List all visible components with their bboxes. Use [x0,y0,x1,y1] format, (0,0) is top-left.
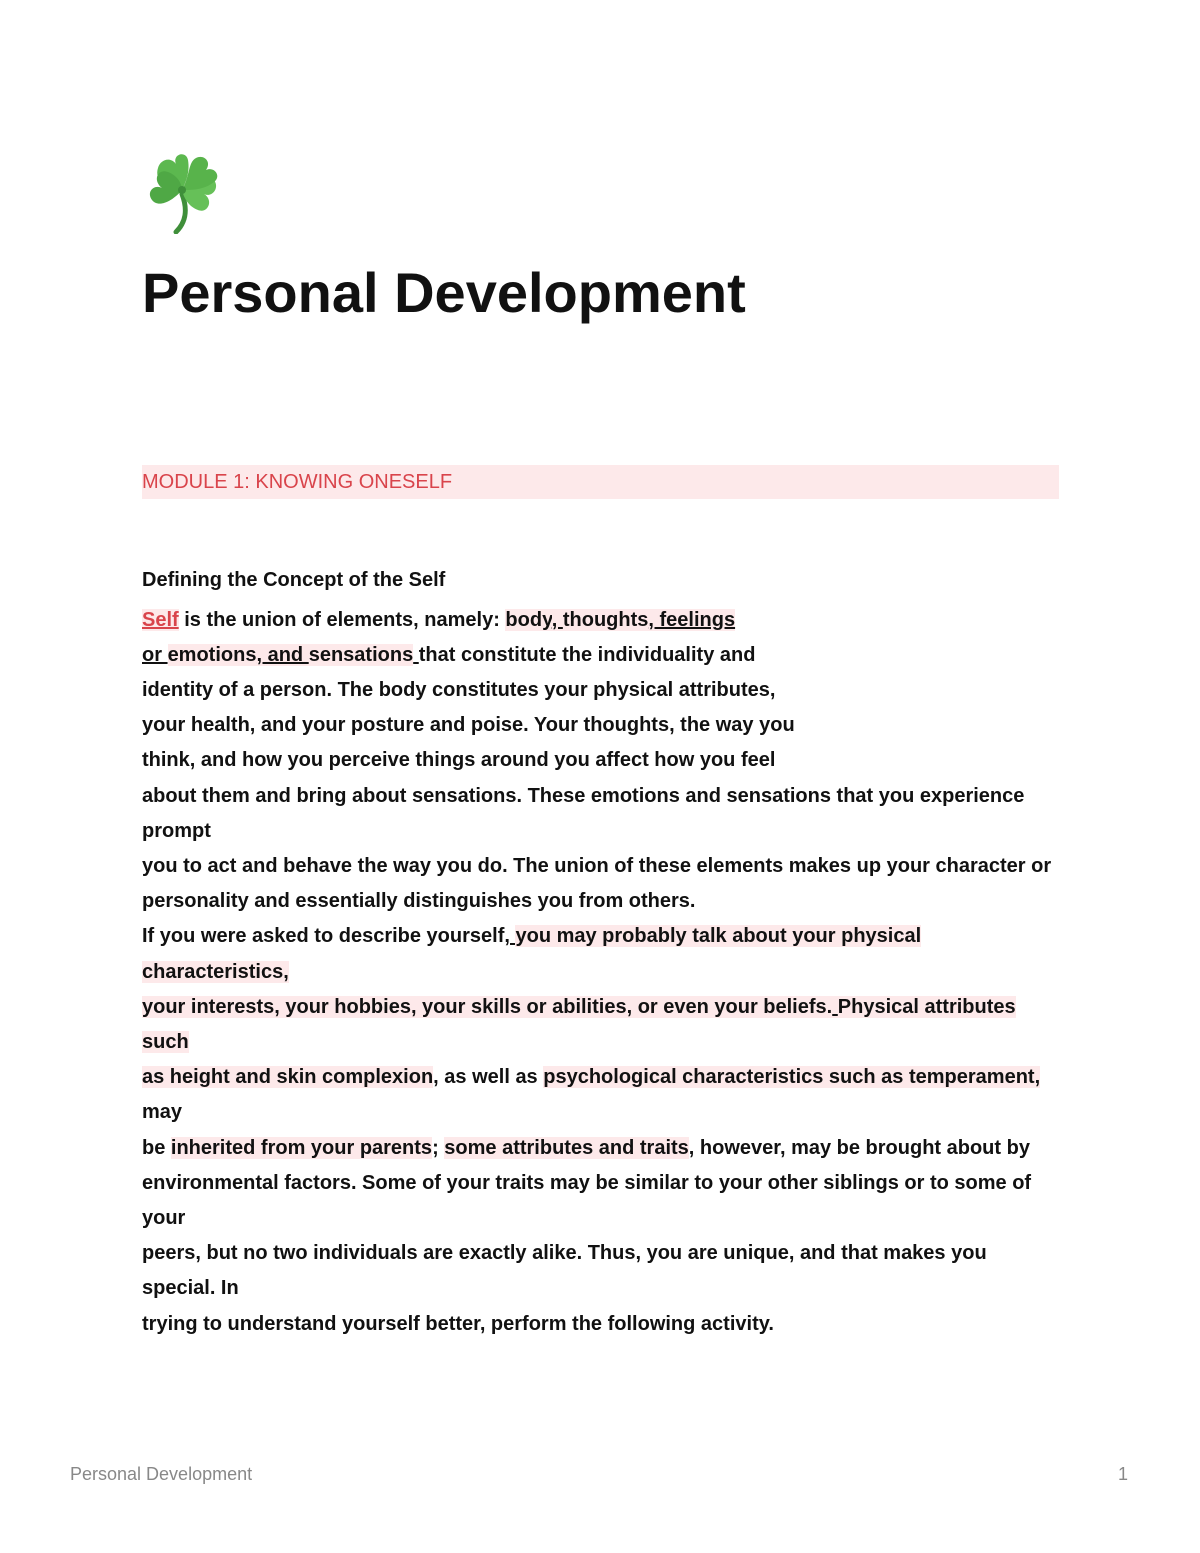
page-content [142,150,1062,1342]
page-title: Personal Development [142,261,746,324]
text-run: be [142,1136,171,1159]
footer-title: Personal Development [70,1464,253,1484]
text-run: , [504,925,516,948]
term-sensations: sensations [308,643,414,666]
highlight-physical-characteristics: you may probably talk about your physical characteristics [142,925,922,983]
term-thoughts: thoughts [562,608,649,631]
highlight-psychological-characteristics: psychological characteristics such as temperament [543,1066,1035,1089]
highlight-attributes-traits: some attributes and traits [444,1136,689,1159]
section-heading: Defining the Concept of the Self [142,568,446,591]
text-run: , and [256,643,309,666]
highlight-inherited: inherited from your parents [170,1136,433,1159]
highlight-height-complexion: as height and skin complexion [142,1066,434,1089]
highlight-physical-attributes: Physical attributes such [142,995,1016,1054]
text-run: or [142,643,168,666]
text-line: think, and how you perceive things around you affect how you feel [142,749,776,772]
text-run: that constitute the individuality and [418,643,756,666]
text-line: trying to understand yourself better, perform the following activity. [142,1312,774,1335]
text-line: environmental factors. Some of your traits may be similar to your other siblings or to some of your [142,1171,1032,1230]
text-line: about them and bring about sensations. These emotions and sensations that you experience prompt [142,784,1025,842]
body-paragraph [142,603,1062,1342]
text-run: ; [432,1136,445,1159]
text-line: personality and essentially distinguishes you from others. [142,890,696,913]
module-heading: MODULE 1: KNOWING ONESELF [142,465,1059,499]
term-emotions: emotions [167,643,257,666]
text-run: , [648,608,660,631]
text-run: is the union of elements, namely: [178,608,506,631]
term-feelings: feelings [659,608,736,631]
four-leaf-clover-icon [142,150,222,234]
page-number: 1 [1118,1464,1129,1484]
text-run: , [551,608,563,631]
term-self: Self [142,608,179,631]
text-run: , as well as [433,1066,544,1089]
text-line: identity of a person. The body constitutes your physical attributes, [142,679,776,701]
text-run [832,996,838,1018]
text-line: your health, and your posture and poise. Your thoughts, the way you [142,714,795,737]
text-line: peers, but no two individuals are exactly alike. Thus, you are unique, and that makes you special. In [142,1242,987,1300]
highlight-interests: your interests, your hobbies, your skills or abilities, or even your beliefs. [142,995,833,1018]
text-run: If you were asked to describe yourself [142,925,505,948]
text-run: may [142,1101,183,1124]
text-run: , however, may be brought about by [688,1136,1030,1159]
text-run: , [283,960,289,983]
text-run: , [1034,1066,1041,1089]
term-body: body [505,608,552,631]
text-line: you to act and behave the way you do. The union of these elements makes up your character or [142,855,1052,878]
